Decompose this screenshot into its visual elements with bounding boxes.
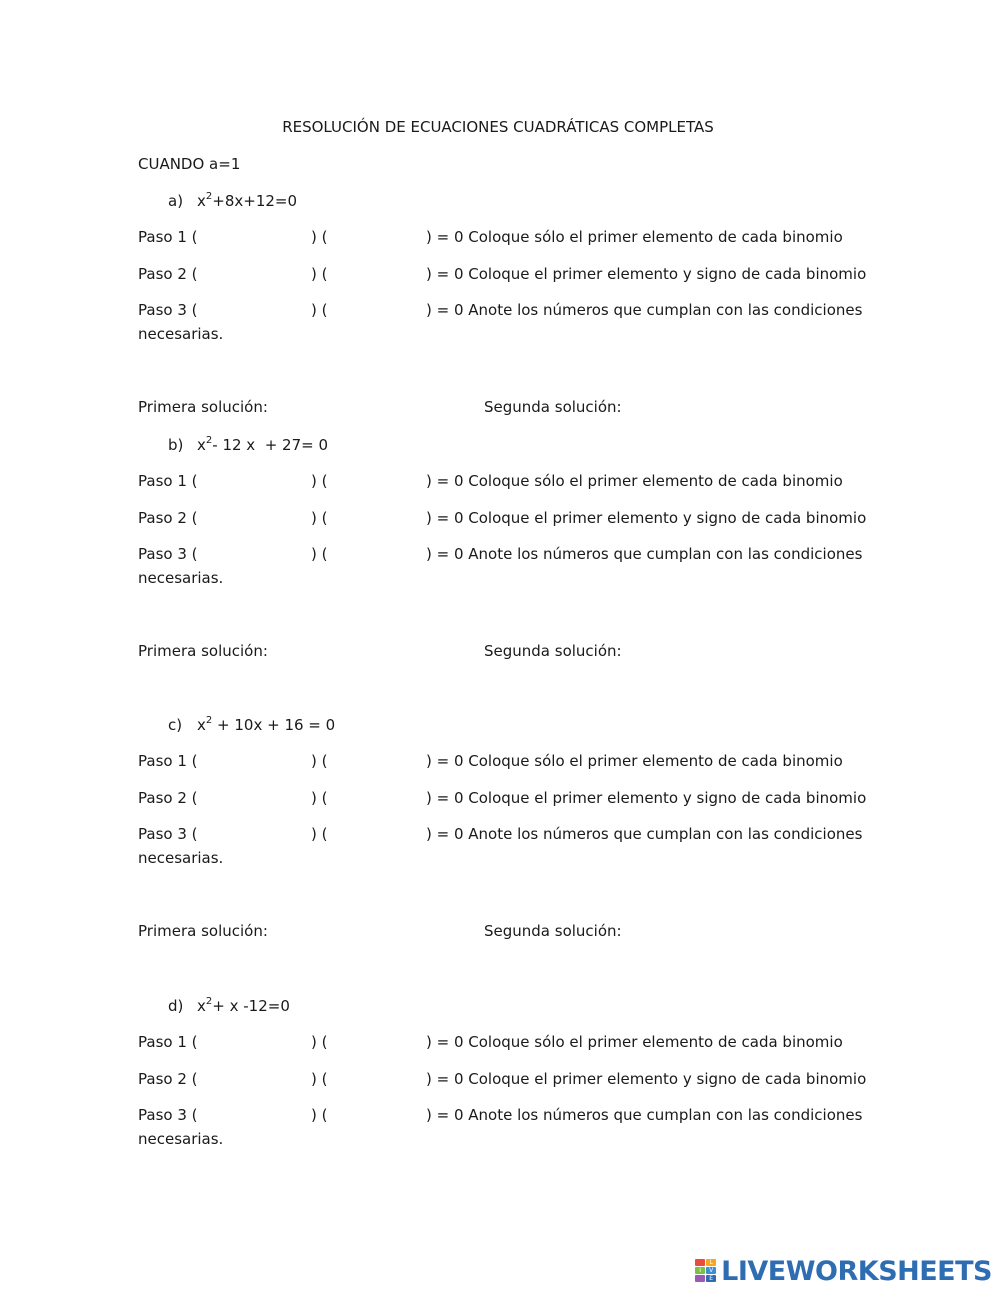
step-paren: ) ( bbox=[311, 545, 328, 563]
step-paren: ) ( bbox=[311, 228, 328, 246]
page-title: RESOLUCIÓN DE ECUACIONES CUADRÁTICAS COMPLETAS bbox=[282, 118, 714, 136]
step-instruction: ) = 0 Anote los números que cumplan con las condiciones bbox=[426, 1106, 863, 1124]
subtitle: CUANDO a=1 bbox=[138, 155, 241, 173]
step-row bbox=[0, 1033, 1000, 1055]
step-paren: ) ( bbox=[311, 1033, 328, 1051]
step-row bbox=[0, 265, 1000, 287]
continuation-line bbox=[0, 325, 1000, 347]
equation: $x^2+ x$ -12=0 bbox=[197, 996, 290, 1015]
solutions-row bbox=[0, 398, 1000, 420]
step-instruction: ) = 0 Coloque el primer elemento y signo de cada binomio bbox=[426, 789, 867, 807]
logo-letter: V bbox=[706, 1267, 716, 1274]
step-row bbox=[0, 1070, 1000, 1092]
second-solution-label: Segunda solución: bbox=[484, 398, 622, 416]
equation: $x^2 + 10x + 16 = 0$ bbox=[197, 715, 336, 734]
step-instruction: ) = 0 Anote los números que cumplan con las condiciones bbox=[426, 301, 863, 319]
problem-header bbox=[0, 192, 1000, 214]
step-paren: ) ( bbox=[311, 301, 328, 319]
step-paren: ) ( bbox=[311, 509, 328, 527]
step-paren: ) ( bbox=[311, 752, 328, 770]
step-label: Paso 2 ( bbox=[138, 1070, 198, 1088]
step-label: Paso 1 ( bbox=[138, 752, 198, 770]
step-instruction: ) = 0 Anote los números que cumplan con las condiciones bbox=[426, 545, 863, 563]
continuation-line bbox=[0, 1130, 1000, 1152]
liveworksheets-logo-icon bbox=[695, 1259, 717, 1283]
step-instruction: ) = 0 Coloque el primer elemento y signo de cada binomio bbox=[426, 265, 867, 283]
step-label: Paso 1 ( bbox=[138, 1033, 198, 1051]
logo-letter: I bbox=[695, 1267, 705, 1274]
step-row bbox=[0, 1106, 1000, 1128]
continuation-text: necesarias. bbox=[138, 569, 224, 587]
step-paren: ) ( bbox=[311, 265, 328, 283]
step-row bbox=[0, 509, 1000, 531]
problem-header bbox=[0, 997, 1000, 1019]
second-solution-label: Segunda solución: bbox=[484, 922, 622, 940]
step-label: Paso 2 ( bbox=[138, 509, 198, 527]
footer-logo bbox=[695, 1256, 992, 1286]
step-row bbox=[0, 301, 1000, 323]
step-row bbox=[0, 545, 1000, 567]
step-label: Paso 3 ( bbox=[138, 545, 198, 563]
continuation-text: necesarias. bbox=[138, 1130, 224, 1148]
logo-letter: L bbox=[706, 1259, 716, 1266]
step-label: Paso 3 ( bbox=[138, 1106, 198, 1124]
step-instruction: ) = 0 Coloque el primer elemento y signo de cada binomio bbox=[426, 1070, 867, 1088]
continuation-text: necesarias. bbox=[138, 849, 224, 867]
step-label: Paso 2 ( bbox=[138, 265, 198, 283]
problem-letter: c) bbox=[168, 716, 183, 734]
step-row bbox=[0, 752, 1000, 774]
problem-letter: d) bbox=[168, 997, 184, 1015]
step-instruction: ) = 0 Coloque sólo el primer elemento de cada binomio bbox=[426, 1033, 843, 1051]
step-row bbox=[0, 789, 1000, 811]
step-row bbox=[0, 228, 1000, 250]
equation: $x^2+8x+12=0$ bbox=[197, 191, 298, 210]
continuation-line bbox=[0, 849, 1000, 871]
equation: $x^2-$ 12 x + 27= 0 bbox=[197, 435, 329, 454]
first-solution-label: Primera solución: bbox=[138, 398, 268, 416]
first-solution-label: Primera solución: bbox=[138, 642, 268, 660]
first-solution-label: Primera solución: bbox=[138, 922, 268, 940]
step-instruction: ) = 0 Coloque sólo el primer elemento de cada binomio bbox=[426, 472, 843, 490]
step-row bbox=[0, 825, 1000, 847]
brand-name: LIVEWORKSHEETS bbox=[721, 1255, 992, 1287]
step-paren: ) ( bbox=[311, 1106, 328, 1124]
step-instruction: ) = 0 Coloque sólo el primer elemento de cada binomio bbox=[426, 752, 843, 770]
step-label: Paso 2 ( bbox=[138, 789, 198, 807]
step-paren: ) ( bbox=[311, 789, 328, 807]
problem-header bbox=[0, 436, 1000, 458]
second-solution-label: Segunda solución: bbox=[484, 642, 622, 660]
logo-letter: E bbox=[706, 1275, 716, 1282]
step-label: Paso 1 ( bbox=[138, 472, 198, 490]
problem-letter: b) bbox=[168, 436, 184, 454]
step-paren: ) ( bbox=[311, 472, 328, 490]
step-paren: ) ( bbox=[311, 825, 328, 843]
problem-header bbox=[0, 716, 1000, 738]
continuation-line bbox=[0, 569, 1000, 591]
step-instruction: ) = 0 Anote los números que cumplan con las condiciones bbox=[426, 825, 863, 843]
step-label: Paso 3 ( bbox=[138, 825, 198, 843]
step-instruction: ) = 0 Coloque el primer elemento y signo de cada binomio bbox=[426, 509, 867, 527]
step-instruction: ) = 0 Coloque sólo el primer elemento de cada binomio bbox=[426, 228, 843, 246]
problem-letter: a) bbox=[168, 192, 184, 210]
step-row bbox=[0, 472, 1000, 494]
solutions-row bbox=[0, 642, 1000, 664]
continuation-text: necesarias. bbox=[138, 325, 224, 343]
step-label: Paso 1 ( bbox=[138, 228, 198, 246]
solutions-row bbox=[0, 922, 1000, 944]
step-label: Paso 3 ( bbox=[138, 301, 198, 319]
step-paren: ) ( bbox=[311, 1070, 328, 1088]
